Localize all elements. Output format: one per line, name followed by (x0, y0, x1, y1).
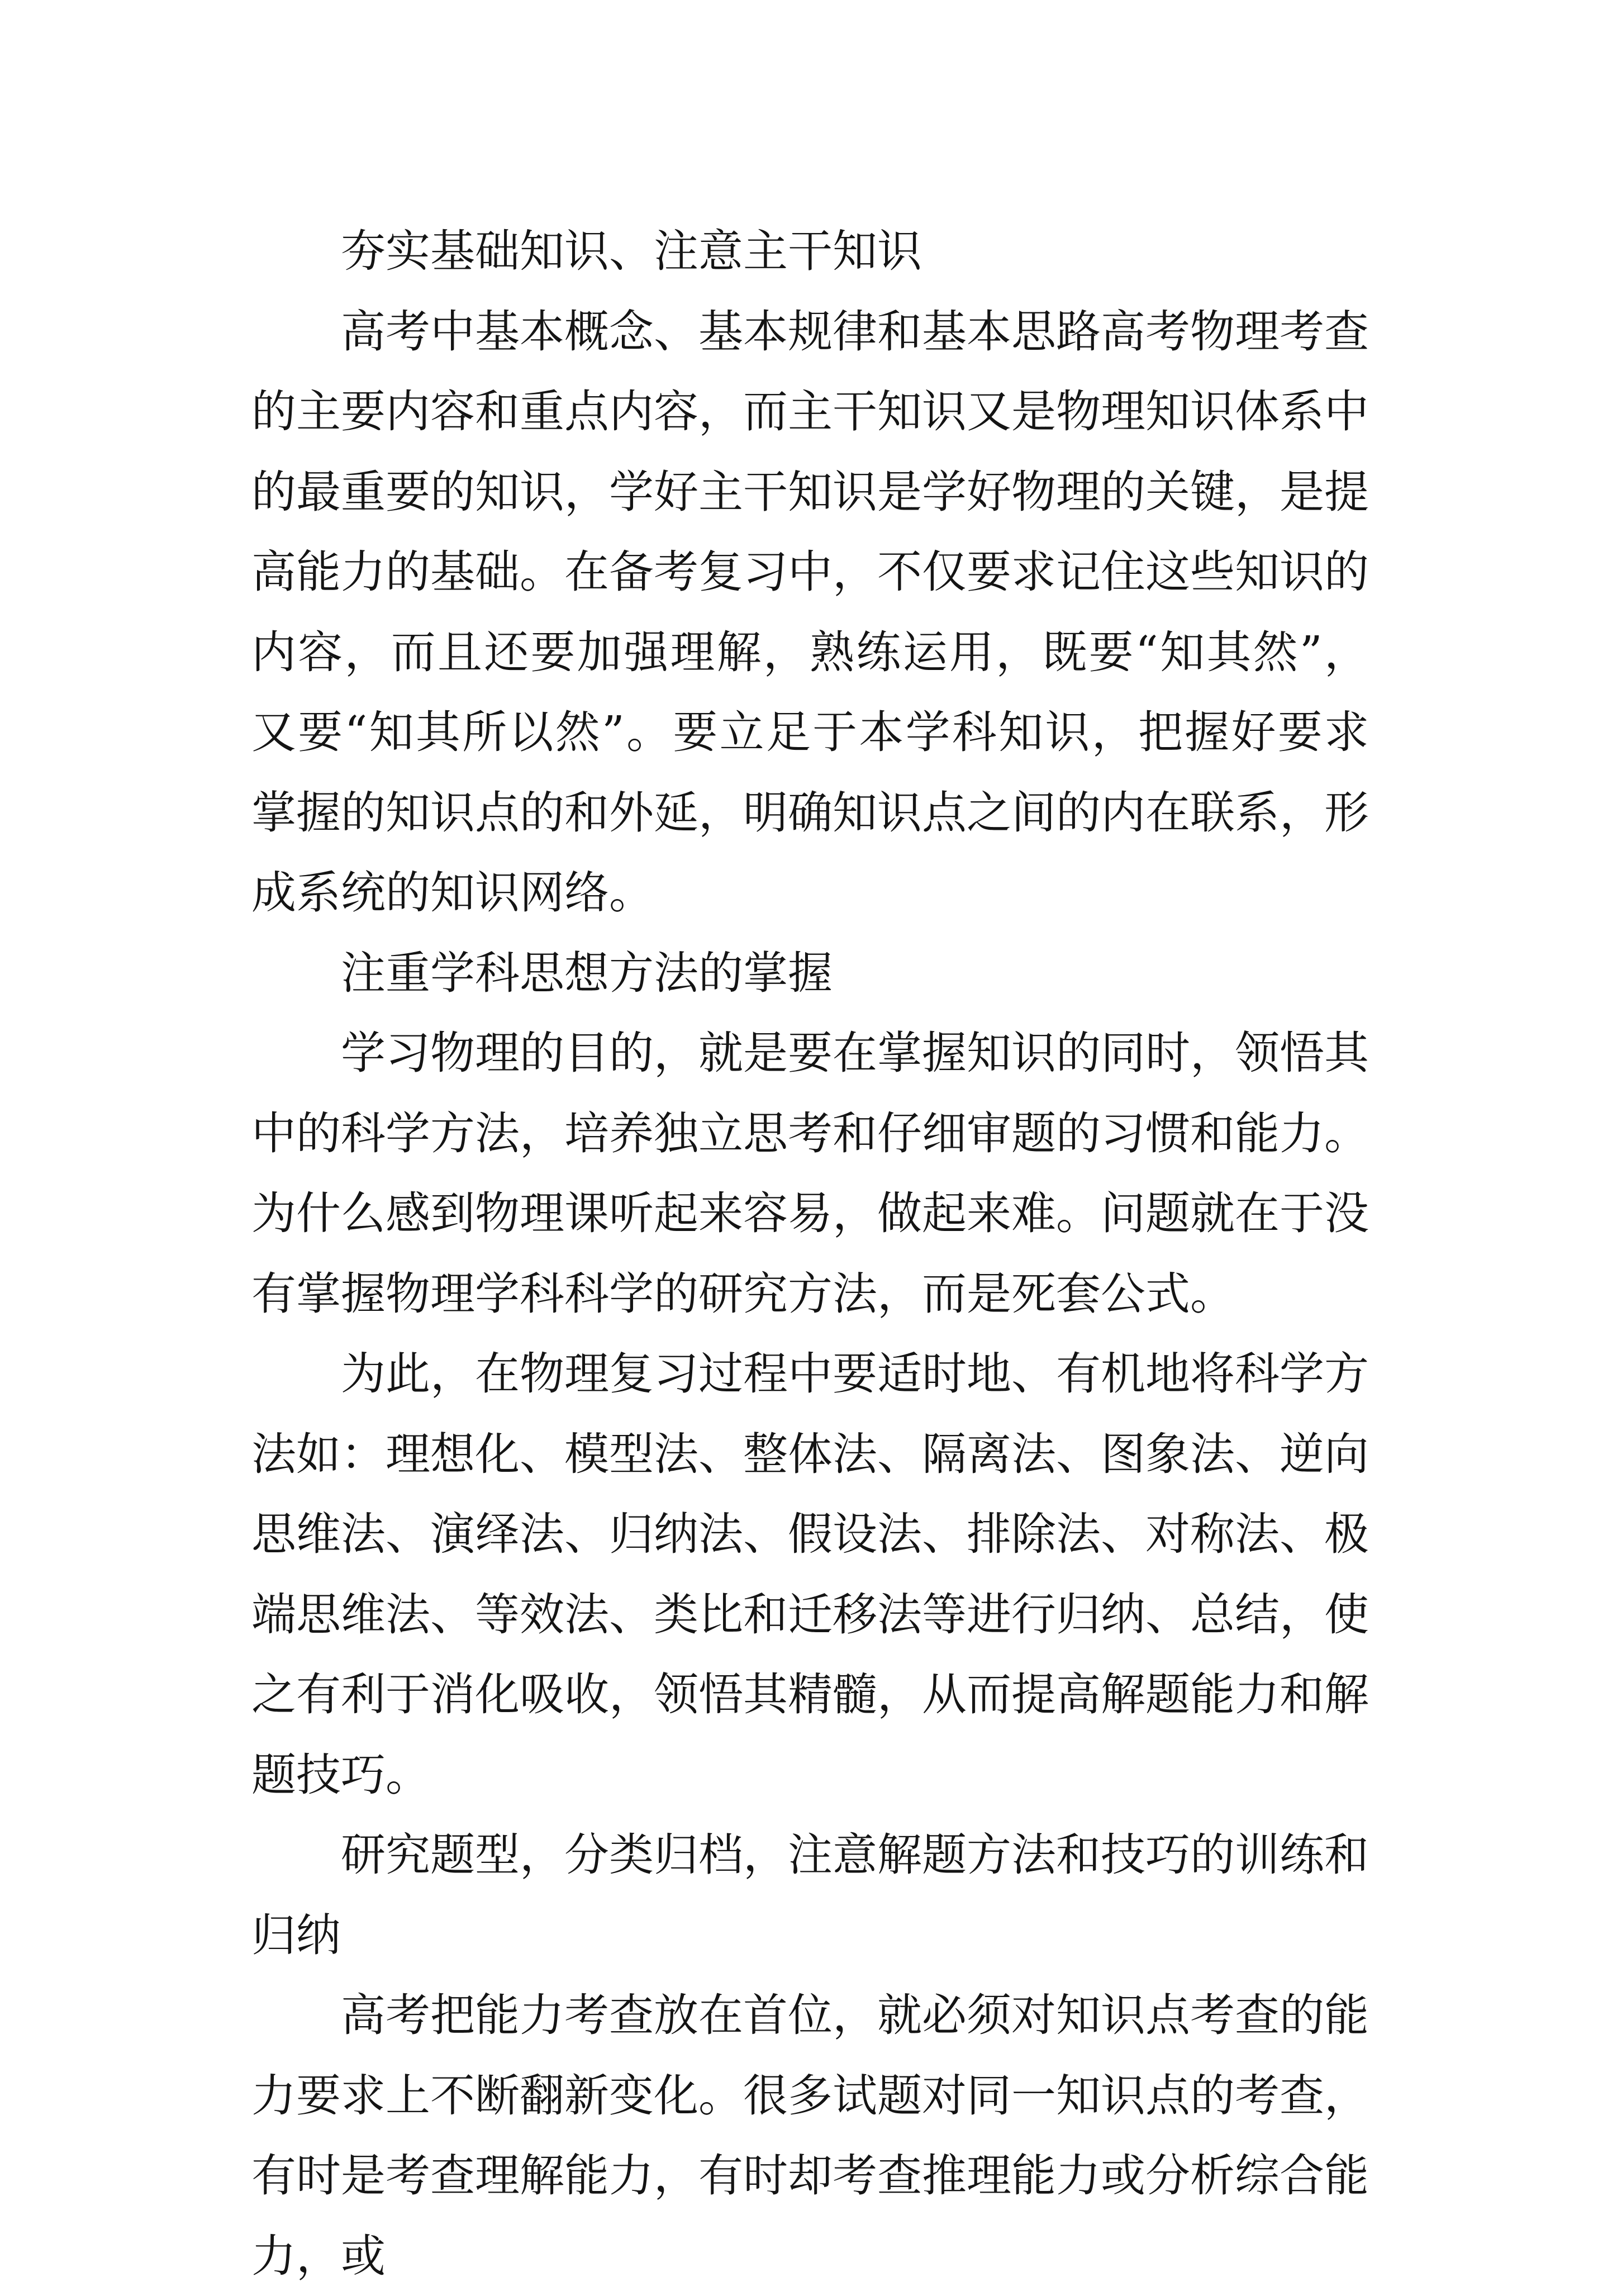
paragraph-ability-assessment: 高考把能力考查放在首位，就必须对知识点考查的能力要求上不断翻新变化。很多试题对同一知识点的考查，有时是考查理解能力，有时却考查推理能力或分析综合能力，或 (251, 1989, 1369, 2282)
document-body (251, 211, 1369, 2296)
paragraph-main-knowledge: 高考中基本概念、基本规律和基本思路高考物理考查的主要内容和重点内容，而主干知识又是物理知识体系中的最重要的知识，学好主干知识是学好物理的关键，是提高能力的基础。在备考复习中，不仅要求记住这些知识的内容，而且还要加强理解，熟练运用，既要“知其然”，又要“知其所以然”。要立足于本学科知识，把握好要求掌握的知识点的和外延，明确知识点之间的内在联系，形成系统的知识网络。 (251, 305, 1369, 919)
paragraph-scientific-methods: 为此，在物理复习过程中要适时地、有机地将科学方法如：理想化、模型法、整体法、隔离法、图象法、逆向思维法、演绎法、归纳法、假设法、排除法、对称法、极端思维法、等效法、类比和迁移法等进行归纳、总结，使之有利于消化吸收，领悟其精髓，从而提高解题能力和解题技巧。 (251, 1348, 1369, 1801)
heading-solidify-basics: 夯实基础知识、注意主干知识 (341, 225, 922, 277)
heading-thinking-methods: 注重学科思想方法的掌握 (341, 947, 833, 999)
heading-question-types: 研究题型，分类归档，注意解题方法和技巧的训练和归纳 (251, 1829, 1369, 1961)
paragraph-learning-purpose: 学习物理的目的，就是要在掌握知识的同时，领悟其中的科学方法，培养独立思考和仔细审题的习惯和能力。为什么感到物理课听起来容易，做起来难。问题就在于没有掌握物理学科科学的研究方法，而是死套公式。 (251, 1027, 1369, 1320)
